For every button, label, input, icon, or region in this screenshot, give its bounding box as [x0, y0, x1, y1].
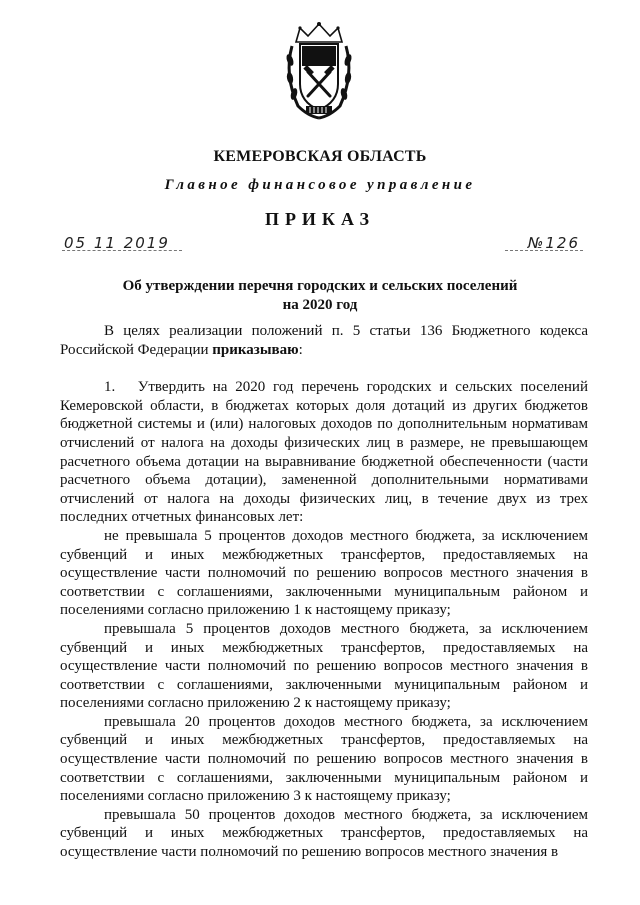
kemerovo-coat-of-arms-icon: [282, 20, 356, 122]
title-line-2: на 2020 год: [282, 297, 358, 313]
intro-text: В целях реализации положений п. 5 статьи 136 Бюджетного кодекса Российской Федерации: [60, 323, 588, 358]
handwritten-number: №126: [527, 234, 580, 252]
item-1-paragraph: 1. Утвердить на 2020 год перечень городских и сельских поселений Кемеровской области, в бюджетах которых доля дотаций из других бюджетов бюджетной системы и (или) налоговых доходов по дополнительным нормативам отчислений от налога на доходы физических лиц в размере, не превышающем расчетного объема дотации на выравнивание бюджетной обеспеченности (части расчетного объема дотации), замененной дополнительными нормативами отчислений от налога на доходы физических лиц, в течение двух из трех последних отчетных финансовых лет:: [60, 379, 588, 526]
number-underline: [505, 250, 583, 252]
handwritten-date: 05 11 2019: [64, 234, 170, 252]
document-title: [60, 277, 580, 315]
document-type: ПРИКАЗ: [264, 209, 376, 229]
subitem-3-paragraph: превышала 20 процентов доходов местного бюджета, за исключением субвенций и иных межбюджетных трансфертов, предоставляемых на осуществление части полномочий по решению вопросов местного значения в соответствии с соглашениями, заключенными муниципальным районом и поселениями согласно приложению 3 к настоящему приказу;: [60, 713, 588, 805]
intro-bold: приказываю: [212, 341, 299, 358]
title-line-1: Об утверждении перечня городских и сельских поселений: [122, 278, 518, 294]
subitem-2-paragraph: превышала 5 процентов доходов местного бюджета, за исключением субвенций и иных межбюджетных трансфертов, предоставляемых на осуществление части полномочий по решению вопросов местного значения в соответствии с соглашениями, заключенными муниципальным районом и поселениями согласно приложению 2 к настоящему приказу;: [60, 620, 588, 712]
department-name: Главное финансовое управление: [164, 177, 476, 193]
document-body: [60, 322, 588, 862]
date-underline: [62, 250, 182, 252]
subitem-4-paragraph: превышала 50 процентов доходов местного бюджета, за исключением субвенций и иных межбюджетных трансфертов, предоставляемых на осуществление части полномочий по решению вопросов местного значения в: [60, 806, 588, 861]
intro-paragraph: [60, 322, 588, 359]
intro-end: :: [298, 341, 303, 358]
subitem-1-paragraph: не превышала 5 процентов доходов местного бюджета, за исключением субвенций и иных межбюджетных трансфертов, предоставляемых на осуществление части полномочий по решению вопросов местного значения в соответствии с соглашениями, заключенными муниципальным районом и поселениями согласно приложению 1 к настоящему приказу;: [60, 527, 588, 619]
region-name: КЕМЕРОВСКАЯ ОБЛАСТЬ: [213, 148, 427, 165]
